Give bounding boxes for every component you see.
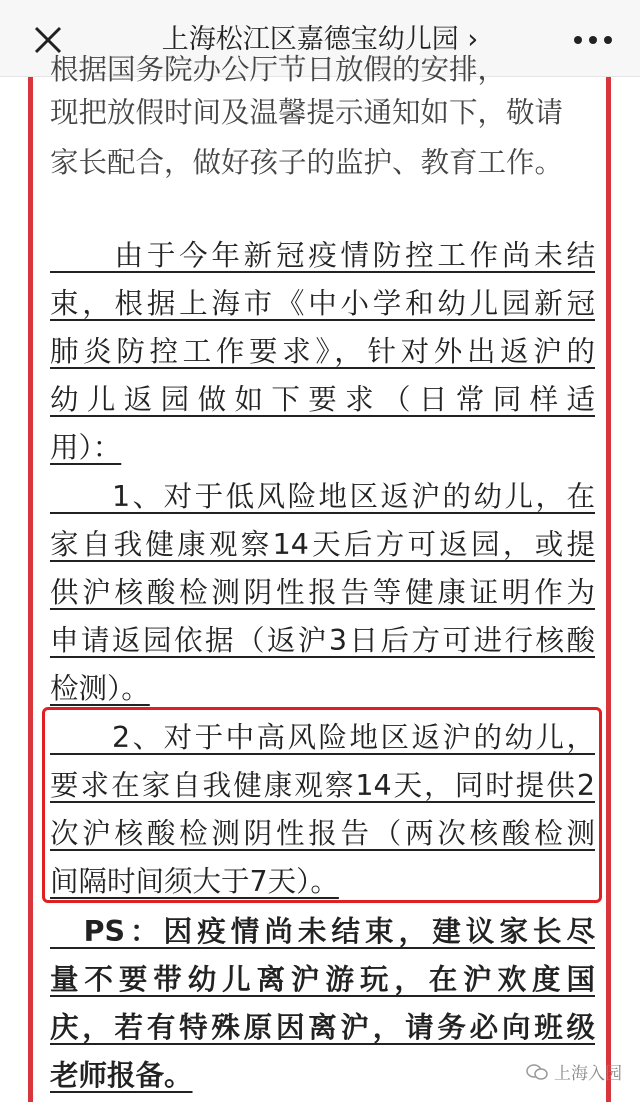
watermark (526, 1059, 622, 1084)
paragraph-line: 申请返园依据（返沪3日后方可进行核酸 (50, 624, 595, 657)
intro-line: 现把放假时间及温馨提示通知如下，敬请 (50, 96, 564, 129)
paragraph-line: 幼儿返园做如下要求（日常同样适 (50, 383, 595, 416)
ps-line: PS：因疫情尚未结束，建议家长尽 (50, 915, 595, 948)
paragraph-line: 检测）。 (50, 672, 150, 705)
highlighted-line: 2、对于中高风险地区返沪的幼儿， (50, 721, 595, 754)
paragraph-line: 家自我健康观察14天后方可返园，或提 (50, 528, 595, 561)
paragraph-line: 由于今年新冠疫情防控工作尚未结 (50, 239, 595, 272)
highlighted-line: 要求在家自我健康观察14天，同时提供2 (50, 769, 595, 802)
paragraph-line: 1、对于低风险地区返沪的幼儿，在 (50, 480, 595, 513)
article-content (0, 53, 640, 1102)
cut-off-line: 根据国务院办公厅节日放假的安排， (50, 53, 507, 86)
paragraph-line: 用）： (50, 431, 122, 464)
paragraph-line: 束，根据上海市《中小学和幼儿园新冠 (50, 287, 595, 320)
highlighted-line: 次沪核酸检测阴性报告（两次核酸检测 (50, 817, 595, 850)
paragraph-line: 供沪核酸检测阴性报告等健康证明作为 (50, 576, 595, 609)
intro-line: 家长配合，做好孩子的监护、教育工作。 (50, 146, 564, 179)
account-title-link[interactable]: 上海松江区嘉德宝幼儿园 › (161, 24, 479, 55)
ps-line: 量不要带幼儿离沪游玩，在沪欢度国 (50, 963, 595, 996)
wechat-icon (526, 1063, 548, 1081)
ps-line: 庆，若有特殊原因离沪，请务必向班级 (50, 1011, 595, 1044)
right-border-line (606, 77, 611, 1102)
watermark-text: 上海入园 (554, 1064, 622, 1084)
paragraph-line: 肺炎防控工作要求》，针对外出返沪的 (50, 335, 595, 368)
highlighted-line: 间隔时间须大于7天）。 (50, 865, 339, 898)
ps-line: 老师报备。 (50, 1059, 193, 1092)
left-border-line (28, 77, 33, 1102)
